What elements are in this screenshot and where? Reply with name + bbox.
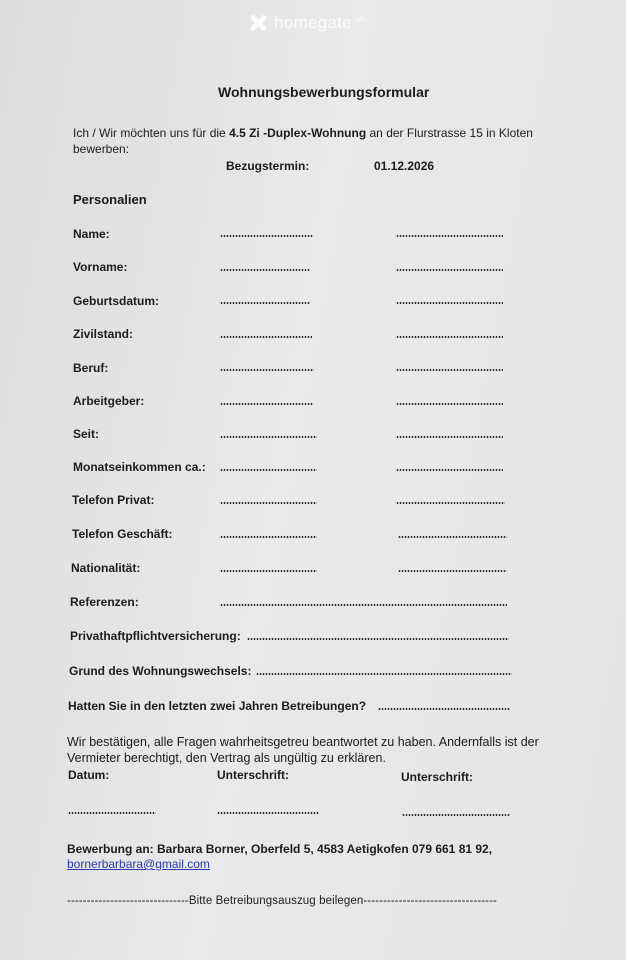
- input-line-beruf-1[interactable]: [220, 369, 314, 371]
- bezugstermin-label: Bezugstermin:: [226, 159, 310, 173]
- brand-tld: .ch: [354, 14, 365, 24]
- contact-line: Bewerbung an: Barbara Borner, Oberfeld 5, 4583 Aetigkofen 079 661 81 92,: [67, 842, 493, 856]
- input-line-privathaftpflicht[interactable]: [247, 638, 509, 640]
- input-line-geburtsdatum-2[interactable]: [396, 302, 503, 304]
- field-label-telefon-geschaeft: Telefon Geschäft:: [72, 527, 173, 541]
- input-line-unterschrift-2[interactable]: [402, 814, 510, 816]
- input-line-vorname-2[interactable]: [396, 269, 503, 271]
- input-line-telefon-geschaeft-2[interactable]: [398, 536, 507, 538]
- field-label-seit: Seit:: [73, 427, 100, 441]
- input-line-nationalitaet-2[interactable]: [398, 570, 507, 572]
- input-line-grund-wohnungswechsel[interactable]: [256, 673, 512, 675]
- input-line-telefon-privat-2[interactable]: [396, 502, 505, 504]
- input-line-seit-2[interactable]: [396, 436, 503, 438]
- datum-label: Datum:: [68, 768, 110, 782]
- field-label-arbeitgeber: Arbeitgeber:: [73, 394, 145, 408]
- footer-note: -------------------------------Bitte Betreibungsauszug beilegen----------------------------------: [67, 895, 497, 907]
- input-line-name-1[interactable]: [220, 235, 313, 237]
- input-line-zivilstand-2[interactable]: [396, 336, 503, 338]
- input-line-telefon-privat-1[interactable]: [220, 502, 317, 504]
- intro-apartment: 4.5 Zi -Duplex-Wohnung: [229, 126, 367, 140]
- input-line-name-2[interactable]: [396, 235, 503, 237]
- input-line-datum[interactable]: [68, 812, 156, 814]
- input-line-geburtsdatum-1[interactable]: [220, 302, 310, 304]
- input-line-beruf-2[interactable]: [396, 369, 503, 371]
- field-label-telefon-privat: Telefon Privat:: [72, 493, 155, 507]
- contact-email-link[interactable]: bornerbarbara@gmail.com: [67, 857, 210, 871]
- unterschrift-label-1: Unterschrift:: [217, 768, 290, 782]
- input-line-unterschrift-1[interactable]: [217, 812, 319, 814]
- field-label-name: Name:: [73, 227, 110, 241]
- intro-suffix: an der Flurstrasse 15 in Kloten bewerben:: [73, 126, 533, 156]
- input-line-monatseinkommen-2[interactable]: [396, 469, 503, 471]
- field-label-grund-wohnungswechsel: Grund des Wohnungswechsels:: [69, 664, 252, 678]
- input-line-telefon-geschaeft-1[interactable]: [220, 536, 317, 538]
- input-line-betreibungen[interactable]: [378, 708, 510, 710]
- form-title: Wohnungsbewerbungsformular: [218, 84, 430, 100]
- unterschrift-label-2: Unterschrift:: [401, 770, 474, 784]
- input-line-seit-1[interactable]: [220, 436, 317, 438]
- section-personalien: Personalien: [73, 192, 147, 207]
- brand-name: homegate: [274, 13, 353, 32]
- field-label-betreibungen: Hatten Sie in den letzten zwei Jahren Betreibungen?: [68, 699, 367, 713]
- input-line-monatseinkommen-1[interactable]: [220, 469, 317, 471]
- homegate-x-icon: [248, 13, 268, 33]
- field-label-beruf: Beruf:: [73, 361, 109, 375]
- confirmation-text: Wir bestätigen, alle Fragen wahrheitsgetreu beantwortet zu haben. Andernfalls ist der Vermieter berechtigt, den Vertrag als ungültig zu erklären.: [67, 735, 539, 765]
- field-label-zivilstand: Zivilstand:: [73, 327, 134, 341]
- field-label-vorname: Vorname:: [73, 260, 128, 274]
- field-label-nationalitaet: Nationalität:: [71, 561, 141, 575]
- field-label-referenzen: Referenzen:: [70, 595, 139, 609]
- field-label-geburtsdatum: Geburtsdatum:: [73, 294, 160, 308]
- intro-prefix: Ich / Wir möchten uns für die: [73, 126, 230, 140]
- field-label-monatseinkommen: Monatseinkommen ca.:: [73, 460, 206, 474]
- input-line-zivilstand-1[interactable]: [220, 336, 312, 338]
- input-line-referenzen[interactable]: [220, 604, 507, 606]
- homegate-logo: [248, 12, 365, 34]
- input-line-vorname-1[interactable]: [220, 269, 310, 271]
- input-line-arbeitgeber-1[interactable]: [220, 403, 313, 405]
- field-label-privathaftpflicht: Privathaftpflichtversicherung:: [70, 629, 241, 643]
- bezugstermin-value: 01.12.2026: [374, 159, 435, 173]
- intro-text: [73, 125, 553, 157]
- input-line-arbeitgeber-2[interactable]: [396, 403, 503, 405]
- input-line-nationalitaet-1[interactable]: [220, 570, 317, 572]
